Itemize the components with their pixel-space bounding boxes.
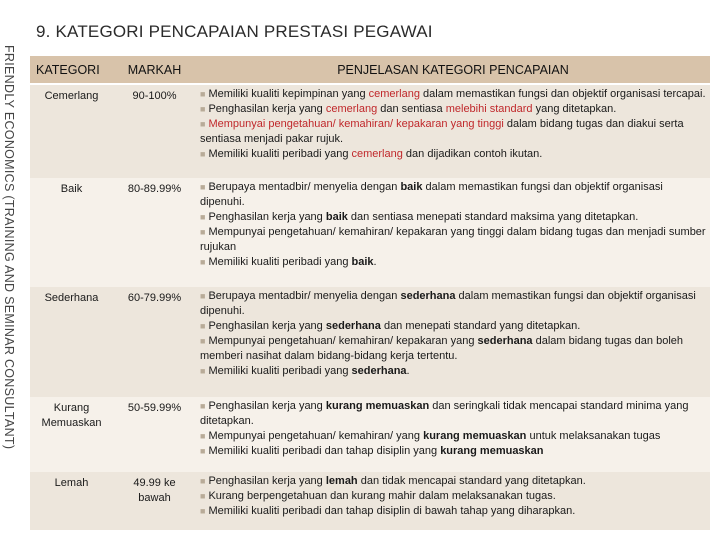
description-text: Penghasilan kerja yang bbox=[208, 210, 326, 223]
description-point bbox=[200, 444, 706, 459]
score-cell: 49.99 ke bawah bbox=[113, 472, 196, 530]
bullet-icon: ■ bbox=[200, 149, 206, 159]
score-cell: 60-79.99% bbox=[113, 287, 196, 397]
description-text: Mempunyai pengetahuan/ kemahiran/ kepakaran yang bbox=[208, 335, 478, 348]
bullet-icon: ■ bbox=[200, 104, 206, 114]
table-row bbox=[30, 397, 710, 472]
description-cell bbox=[196, 178, 710, 288]
description-text: dan sentiasa bbox=[377, 103, 446, 115]
description-text: Mempunyai pengetahuan/ kemahiran/ kepakaran yang tinggi dalam bidang tugas dan menjadi sumber rujukan bbox=[200, 225, 706, 253]
description-point bbox=[200, 429, 706, 444]
description-text: sederhana bbox=[325, 320, 381, 333]
description-text: dalam bidang tugas dan boleh memberi nasihat dalam bidang-bidang kerja tertentu. bbox=[200, 335, 683, 363]
description-point bbox=[200, 334, 706, 364]
description-text: Memiliki kualiti peribadi dan tahap disiplin yang bbox=[208, 445, 441, 458]
description-text: kurang memuaskan bbox=[440, 445, 544, 458]
description-text: Berupaya mentadbir/ menyelia dengan bbox=[208, 290, 401, 303]
description-point bbox=[200, 210, 706, 225]
description-point bbox=[200, 399, 706, 429]
table-body bbox=[30, 84, 710, 530]
category-cell: Kurang Memuaskan bbox=[30, 397, 113, 472]
description-point bbox=[200, 289, 706, 319]
bullet-icon: ■ bbox=[200, 431, 206, 442]
description-text: Memiliki kualiti peribadi yang bbox=[208, 255, 352, 268]
description-cell bbox=[196, 472, 710, 530]
description-text: cemerlang bbox=[351, 148, 403, 160]
score-cell: 80-89.99% bbox=[113, 178, 196, 288]
bullet-icon: ■ bbox=[200, 476, 206, 487]
description-text: untuk melaksanakan tugas bbox=[526, 430, 661, 443]
bullet-icon: ■ bbox=[200, 506, 206, 517]
description-point bbox=[200, 255, 706, 270]
description-text: Penghasilan kerja yang bbox=[208, 475, 326, 488]
header-kategori: KATEGORI bbox=[30, 56, 113, 84]
description-point bbox=[200, 319, 706, 334]
bullet-icon: ■ bbox=[200, 211, 206, 222]
description-point bbox=[200, 504, 706, 519]
table-row bbox=[30, 472, 710, 530]
description-text: Penghasilan kerja yang bbox=[208, 400, 326, 413]
category-cell: Sederhana bbox=[30, 287, 113, 397]
bullet-icon: ■ bbox=[200, 119, 206, 129]
description-point bbox=[200, 102, 706, 117]
bullet-icon: ■ bbox=[200, 291, 206, 302]
description-text: . bbox=[373, 255, 377, 268]
description-text: Mempunyai pengetahuan/ kemahiran/ kepakaran yang tinggi bbox=[208, 118, 504, 130]
description-cell bbox=[196, 397, 710, 472]
category-cell: Lemah bbox=[30, 472, 113, 530]
bullet-icon: ■ bbox=[200, 401, 206, 412]
description-text: dan seringkali tidak mencapai standard minima yang ditetapkan. bbox=[200, 400, 689, 428]
description-text: dan sentiasa menepati standard maksima yang ditetapkan. bbox=[347, 210, 639, 223]
description-text: Kurang berpengetahuan dan kurang mahir dalam melaksanakan tugas. bbox=[208, 490, 556, 503]
description-text: cemerlang bbox=[325, 103, 378, 115]
table-header-row bbox=[30, 56, 710, 84]
description-text: Mempunyai pengetahuan/ kemahiran/ yang bbox=[208, 430, 424, 443]
description-text: lemah bbox=[325, 475, 358, 488]
description-text: Memiliki kualiti peribadi dan tahap disiplin di bawah tahap yang diharapkan. bbox=[208, 505, 576, 518]
description-text: Memiliki kualiti kepimpinan yang bbox=[208, 88, 369, 100]
description-text: dalam memastikan fungsi dan objektif organisasi tercapai. bbox=[419, 88, 706, 100]
header-markah: MARKAH bbox=[113, 56, 196, 84]
description-text: kurang memuaskan bbox=[325, 400, 430, 413]
bullet-icon: ■ bbox=[200, 366, 206, 377]
description-point bbox=[200, 364, 706, 379]
score-cell: 50-59.99% bbox=[113, 397, 196, 472]
description-point bbox=[200, 474, 706, 489]
description-text: sederhana bbox=[351, 365, 407, 378]
description-text: Penghasilan kerja yang bbox=[208, 103, 326, 115]
side-label bbox=[0, 45, 18, 495]
description-point bbox=[200, 180, 706, 210]
description-point bbox=[200, 489, 706, 504]
description-text: dalam memastikan fungsi dan objektif organisasi dipenuhi. bbox=[200, 290, 696, 318]
description-text: . bbox=[406, 365, 410, 378]
table-row bbox=[30, 287, 710, 397]
description-text: dan tidak mencapai standard yang ditetapkan. bbox=[357, 475, 586, 488]
description-text: Penghasilan kerja yang bbox=[208, 320, 326, 333]
category-cell: Baik bbox=[30, 178, 113, 288]
description-text: baik bbox=[325, 210, 348, 223]
description-point bbox=[200, 87, 706, 102]
bullet-icon: ■ bbox=[200, 336, 206, 347]
description-text: Memiliki kualiti peribadi yang bbox=[208, 148, 352, 160]
description-cell bbox=[196, 287, 710, 397]
description-text: kurang memuaskan bbox=[423, 430, 527, 443]
side-label-text: FRIENDLY ECONOMICS (TRAINING AND SEMINAR CONSULTANT) bbox=[2, 45, 16, 450]
description-cell bbox=[196, 84, 710, 178]
header-penjelasan: PENJELASAN KATEGORI PENCAPAIAN bbox=[196, 56, 710, 84]
bullet-icon: ■ bbox=[200, 321, 206, 332]
bullet-icon: ■ bbox=[200, 181, 206, 192]
description-point bbox=[200, 117, 706, 147]
bullet-icon: ■ bbox=[200, 491, 206, 502]
page-title: 9. KATEGORI PENCAPAIAN PRESTASI PEGAWAI bbox=[36, 22, 433, 41]
bullet-icon: ■ bbox=[200, 89, 206, 99]
description-text: sederhana bbox=[477, 335, 533, 348]
description-text: dan dijadikan contoh ikutan. bbox=[402, 148, 543, 160]
category-cell: Cemerlang bbox=[30, 84, 113, 178]
bullet-icon: ■ bbox=[200, 256, 206, 267]
description-text: dalam memastikan fungsi dan objektif organisasi dipenuhi. bbox=[200, 180, 663, 208]
description-text: dan menepati standard yang ditetapkan. bbox=[380, 320, 581, 333]
description-text: baik bbox=[351, 255, 374, 268]
bullet-icon: ■ bbox=[200, 446, 206, 457]
description-text: melebihi standard bbox=[445, 103, 533, 115]
table-row bbox=[30, 178, 710, 288]
description-text: dalam bidang tugas dan diakui serta sentiasa menjadi pakar rujuk. bbox=[200, 118, 684, 145]
description-text: cemerlang bbox=[368, 88, 420, 100]
description-text: baik bbox=[400, 180, 423, 193]
score-cell: 90-100% bbox=[113, 84, 196, 178]
category-table bbox=[30, 56, 710, 530]
description-point bbox=[200, 147, 706, 162]
bullet-icon: ■ bbox=[200, 226, 206, 237]
description-point bbox=[200, 225, 706, 255]
description-text: sederhana bbox=[400, 290, 456, 303]
description-text: yang ditetapkan. bbox=[532, 103, 617, 115]
description-text: Berupaya mentadbir/ menyelia dengan bbox=[208, 180, 401, 193]
category-table-container bbox=[30, 56, 710, 530]
table-row bbox=[30, 84, 710, 178]
description-text: Memiliki kualiti peribadi yang bbox=[208, 365, 352, 378]
